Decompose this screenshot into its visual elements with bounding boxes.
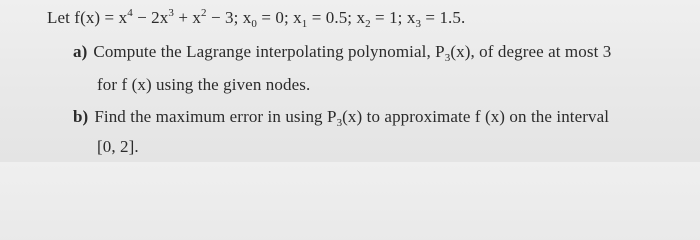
- intro-text-before: Let f(x) = x: [47, 8, 128, 27]
- part-b-line-2: [97, 137, 139, 157]
- part-a-text-line-2: for f (x) using the given nodes.: [97, 75, 311, 94]
- exponent-3: 3: [168, 7, 174, 19]
- part-b-line-1: [73, 107, 609, 127]
- part-a-line-2: [97, 75, 310, 95]
- part-a-p-subscript: 3: [444, 52, 451, 64]
- part-b-text-start: Find the maximum error in using P: [94, 107, 337, 126]
- intro-const-term: − 3; x: [206, 8, 252, 27]
- x2-subscript: 2: [365, 18, 371, 30]
- x2-value: = 1; x: [370, 8, 416, 27]
- x0-value: = 0; x: [256, 8, 302, 27]
- intro-plus-term: + x: [174, 8, 201, 27]
- function-definition: [47, 7, 466, 30]
- part-a-line-1: [73, 42, 611, 62]
- part-b-text-end: (x) to approximate f (x) on the interval: [342, 107, 610, 126]
- part-a-text-end: (x), of degree at most 3: [450, 42, 612, 61]
- part-a-text-start: Compute the Lagrange interpolating polynomial, P: [93, 42, 445, 61]
- x1-value: = 0.5; x: [307, 8, 366, 27]
- part-b-label: b): [73, 107, 89, 126]
- x1-subscript: 1: [301, 18, 308, 30]
- problem-intro: [47, 8, 465, 28]
- part-b-p-subscript: 3: [336, 117, 343, 129]
- x3-value: = 1.5.: [421, 8, 466, 27]
- part-b-interval: [0, 2].: [97, 137, 139, 156]
- x3-subscript: 3: [415, 18, 422, 30]
- exponent-4: 4: [127, 7, 133, 19]
- x0-subscript: 0: [251, 18, 257, 30]
- part-a-label: a): [73, 42, 88, 61]
- exponent-2: 2: [201, 7, 207, 19]
- intro-minus-term: − 2x: [132, 8, 169, 27]
